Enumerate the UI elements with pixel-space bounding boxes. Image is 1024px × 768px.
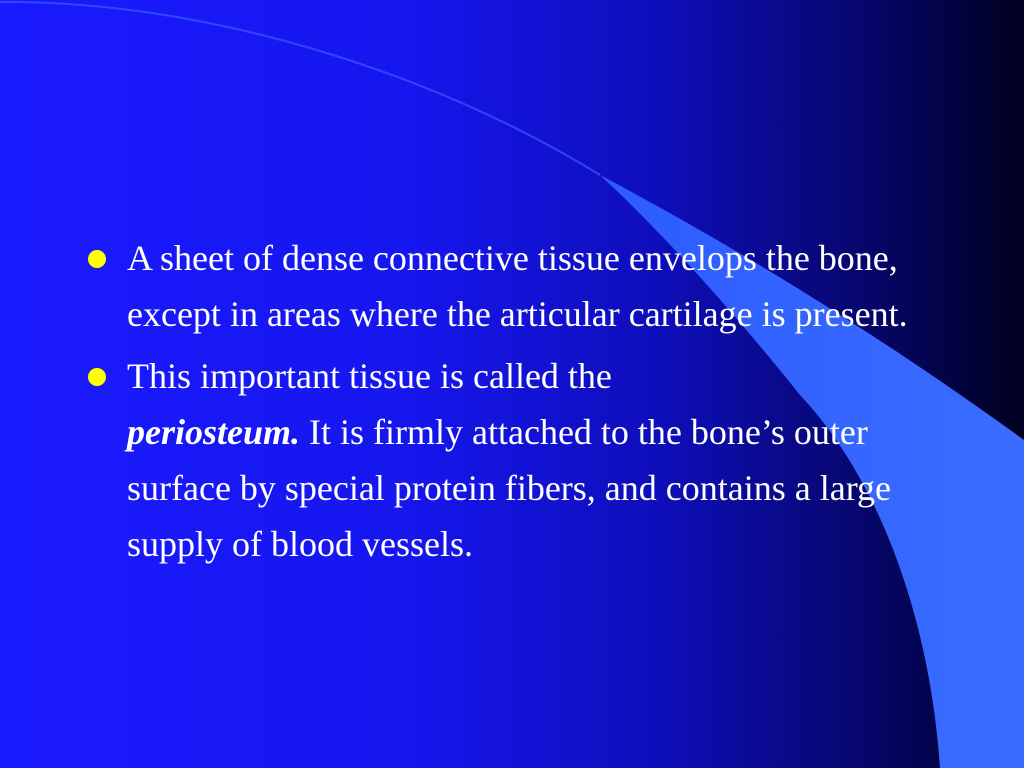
bullet-item-1: [88, 230, 948, 342]
bullet-item-2: [88, 348, 948, 572]
bullet-dot-icon: [88, 368, 106, 386]
bullet-text-1: A sheet of dense connective tissue envelops the bone, except in areas where the articular cartilage is present.: [127, 238, 908, 334]
bullet-text-2-lead: This important tissue is called the: [127, 356, 612, 396]
bullet-text-2-rest: It is firmly attached to the bone’s outer surface by special protein fibers, and contains a large supply of blood vessels.: [127, 412, 892, 564]
bullet-dot-icon: [88, 250, 106, 268]
swoosh-arc-line: [0, 2, 600, 175]
bullet-list: [88, 230, 948, 578]
periosteum-term: periosteum.: [127, 412, 301, 452]
